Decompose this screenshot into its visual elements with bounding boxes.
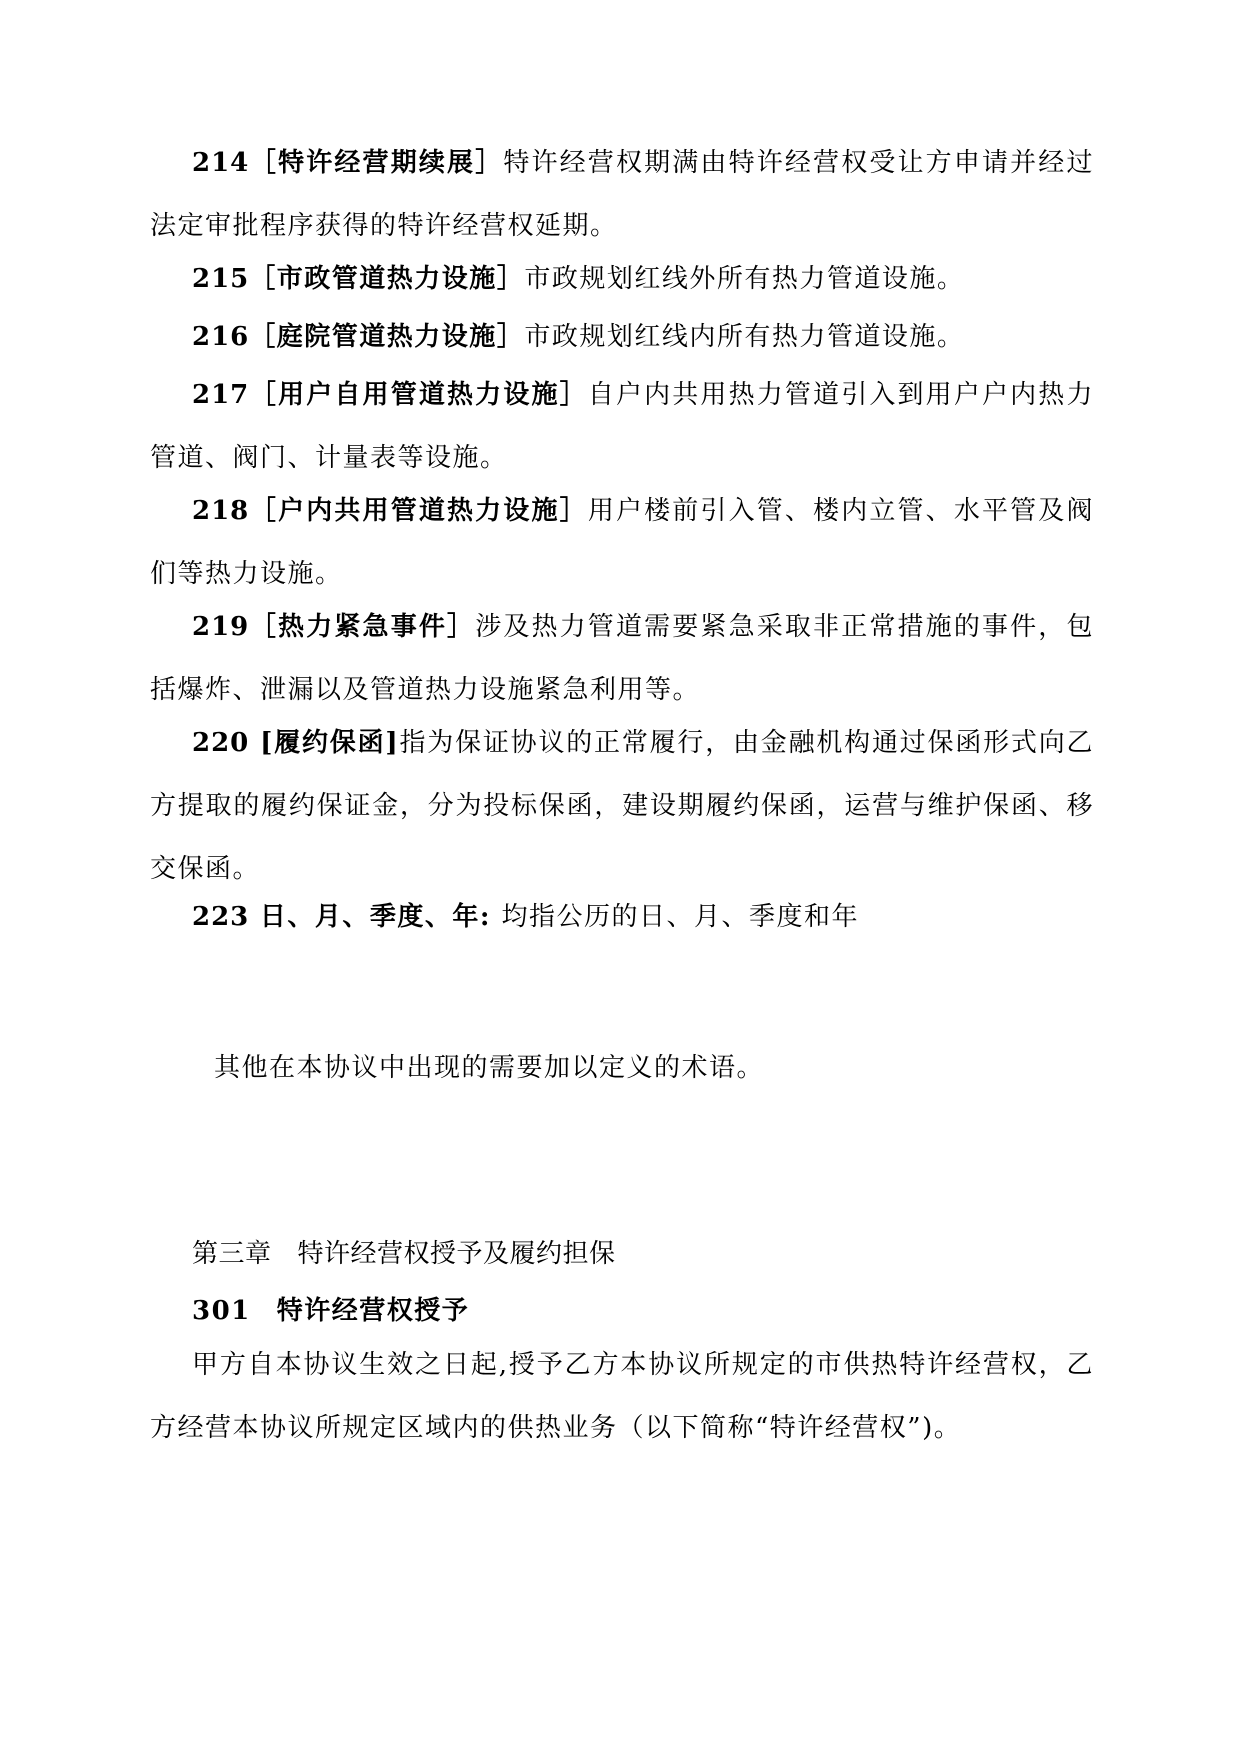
definition-text: 涉及热力管道需要紧急采取非正常措施的事件，包括爆炸、泄漏以及管道热力设施紧急利用等。 [150, 612, 1094, 705]
definition-text: 市政规划红线外所有热力管道设施。 [524, 264, 965, 294]
chapter-heading [192, 1234, 616, 1274]
chapter-title: 特许经营权授予及履约担保 [297, 1239, 616, 1269]
definition-number: 223 [192, 902, 250, 932]
definition-215 [150, 248, 1094, 311]
other-terms-note: 其他在本协议中出现的需要加以定义的术语。 [214, 1053, 765, 1083]
definition-text: 用户楼前引入管、楼内立管、水平管及阀们等热力设施。 [150, 496, 1094, 589]
definition-214 [150, 132, 1094, 258]
definition-number: 214 [192, 148, 250, 178]
bracket-close: ] [385, 728, 400, 758]
definition-text: 均指公历的日、月、季度和年 [501, 902, 860, 932]
section-number: 301 [192, 1296, 251, 1326]
definition-text: 指为保证协议的正常履行，由金融机构通过保函形式向乙方提取的履约保证金，分为投标保函，建设期履约保函，运营与维护保函、移交保函。 [150, 728, 1094, 884]
definition-223 [150, 886, 1094, 949]
definition-text: 自户内共用热力管道引入到用户户内热力管道、阀门、计量表等设施。 [150, 380, 1094, 473]
definition-number: 217 [192, 380, 250, 410]
bracket-close: ］ [559, 496, 588, 526]
bracket-open: ［ [249, 322, 277, 352]
definition-term: 履约保函 [273, 728, 386, 758]
definition-text: 特许经营权期满由特许经营权受让方申请并经过法定审批程序获得的特许经营权延期。 [150, 148, 1094, 241]
definition-number: 219 [192, 612, 250, 642]
definition-term: 市政管道热力设施 [276, 264, 497, 294]
grant-paragraph: 甲方自本协议生效之日起,授予乙方本协议所规定的市供热特许经营权，乙方经营本协议所规定区域内的供热业务（以下简称“特许经营权”)。 [150, 1350, 1094, 1443]
definition-term: 用户自用管道热力设施 [278, 380, 560, 410]
section-heading [192, 1291, 469, 1331]
bracket-close: ］ [475, 148, 504, 178]
bracket-close: ］ [496, 322, 525, 352]
definition-number: 218 [192, 496, 250, 526]
spacer [249, 902, 260, 932]
bracket-open: ［ [249, 612, 279, 642]
definition-number: 216 [192, 322, 250, 352]
definition-219 [150, 596, 1094, 722]
bracket-close: ］ [496, 264, 525, 294]
definition-term: 庭院管道热力设施 [276, 322, 497, 352]
bracket-close: ］ [559, 380, 588, 410]
bracket-open: [ [249, 728, 274, 758]
definition-term: 日、月、季度、年: [259, 902, 491, 932]
definition-term: 热力紧急事件 [278, 612, 448, 642]
definition-220 [150, 712, 1094, 901]
bracket-open: ［ [249, 380, 279, 410]
bracket-close: ］ [447, 612, 476, 642]
definition-number: 215 [192, 264, 250, 294]
bracket-open: ［ [249, 264, 277, 294]
definition-216 [150, 306, 1094, 369]
bracket-open: ［ [249, 148, 279, 178]
definition-218 [150, 480, 1094, 606]
spacer [491, 902, 502, 932]
definition-text: 市政规划红线内所有热力管道设施。 [524, 322, 965, 352]
bracket-open: ［ [249, 496, 279, 526]
section-title: 特许经营权授予 [276, 1296, 470, 1326]
definition-number: 220 [192, 728, 250, 758]
definition-term: 特许经营期续展 [278, 148, 476, 178]
chapter-label: 第三章 [192, 1239, 272, 1269]
definition-term: 户内共用管道热力设施 [278, 496, 560, 526]
definition-217 [150, 364, 1094, 490]
